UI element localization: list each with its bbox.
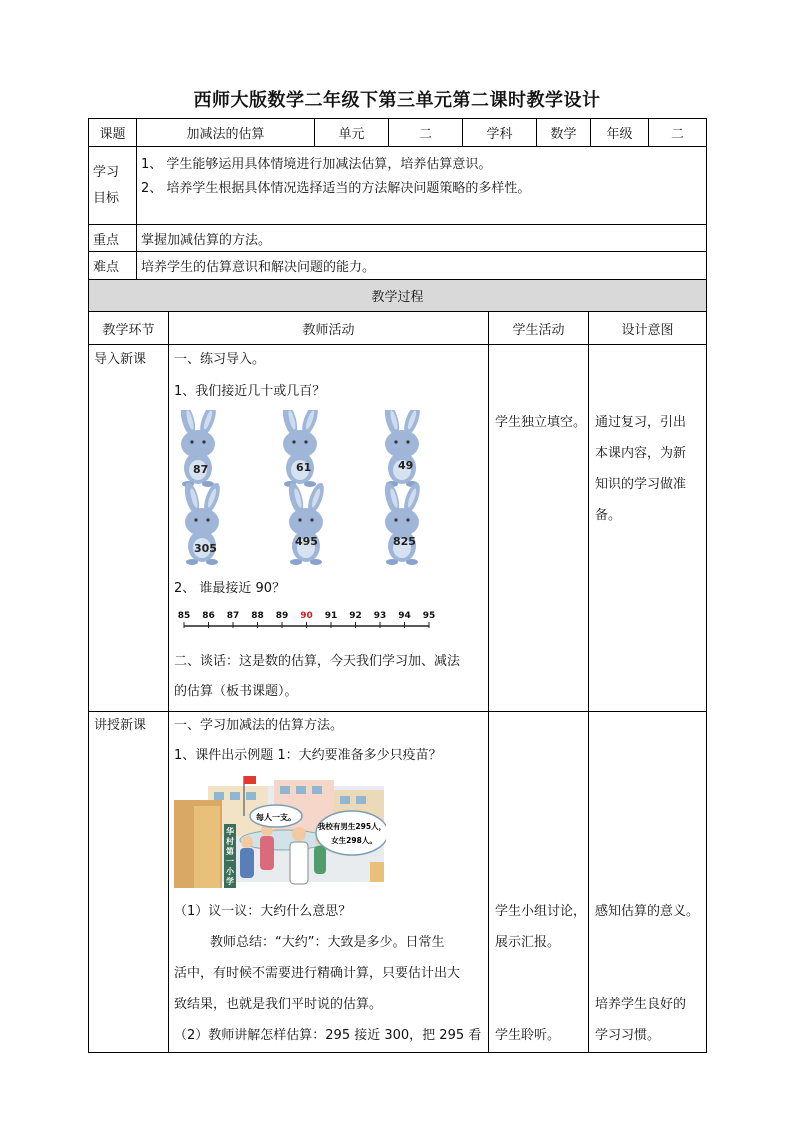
speech-bubble-1 xyxy=(250,805,302,827)
section2-intent: 培养学生良好的 xyxy=(595,997,687,1012)
lesson-value: 加减法的估算 xyxy=(137,119,315,147)
talk-line: 二、谈话：这是数的估算，今天我们学习加、减法 xyxy=(174,654,461,669)
bunny-495 xyxy=(286,481,327,565)
section2-student: 展示汇报。 xyxy=(495,935,561,950)
bunny-grid xyxy=(170,410,470,570)
number-line-label: 86 xyxy=(202,611,215,621)
bunny-label: 61 xyxy=(296,461,312,474)
goals-content xyxy=(137,147,707,225)
summary-line: 活中，有时候不需要进行精确计算，只要估计出大 xyxy=(174,966,461,981)
subject-label: 学科 xyxy=(463,119,537,147)
goal-item: 2、 培养学生根据具体情况选择适当的方法解决问题策略的多样性。 xyxy=(141,181,531,196)
section1-intent: 知识的学习做准 xyxy=(595,477,687,492)
section1-student-cell xyxy=(489,345,589,712)
number-line-label: 85 xyxy=(177,611,191,621)
bunny-label: 495 xyxy=(295,535,318,548)
number-line-label: 87 xyxy=(226,611,240,621)
sign-char: 一 xyxy=(226,857,234,866)
number-line-label: 89 xyxy=(275,611,289,621)
bunny-label: 87 xyxy=(193,463,209,476)
sign-char: 学 xyxy=(226,877,234,886)
number-line xyxy=(172,606,442,636)
grade-label: 年级 xyxy=(591,119,649,147)
unit-value: 二 xyxy=(389,119,463,147)
page-title: 西师大版数学二年级下第三单元第二课时教学设计 xyxy=(193,90,601,111)
number-line-label: 94 xyxy=(398,611,411,621)
sign-char: 村 xyxy=(226,837,234,846)
key-point-label: 重点 xyxy=(89,225,137,252)
section1-line: 一、练习导入。 xyxy=(174,352,266,367)
key-point-value: 掌握加减估算的方法。 xyxy=(137,225,707,252)
section2-intent: 感知估算的意义。 xyxy=(595,904,700,919)
school-sign xyxy=(224,824,236,888)
column-header: 学生活动 xyxy=(489,312,589,345)
bunny-label: 825 xyxy=(393,535,416,548)
section1-stage-cell xyxy=(89,345,169,712)
section1-intent: 本课内容，为新 xyxy=(595,446,687,461)
bubble-text: 我校有男生295人， xyxy=(317,822,386,831)
bunny-49 xyxy=(382,410,423,487)
section2-stage-cell xyxy=(89,712,169,1053)
discuss-line: （1）议一议：大约什么意思？ xyxy=(174,904,352,919)
bunny-825 xyxy=(382,481,423,565)
column-header: 教学环节 xyxy=(89,312,169,345)
summary-line: 教师总结：“大约”：大致是多少。日常生 xyxy=(210,935,445,950)
sign-char: 华 xyxy=(226,827,234,836)
bunny-label: 49 xyxy=(398,459,414,472)
grade-value: 二 xyxy=(649,119,707,147)
info-table xyxy=(88,118,707,280)
goal-item: 1、 学生能够运用具体情境进行加减法估算，培养估算意识。 xyxy=(141,157,492,172)
bubble-text: 女生298人。 xyxy=(331,836,377,845)
speech-bubble-2 xyxy=(316,811,386,855)
section2-student: 学生小组讨论， xyxy=(495,904,587,919)
section2-stage: 讲授新课 xyxy=(94,718,147,733)
section1-stage: 导入新课 xyxy=(94,352,147,367)
section1-intent: 备。 xyxy=(595,508,622,523)
section1-line: 1、我们接近几十或几百？ xyxy=(174,384,326,399)
sign-char: 第 xyxy=(226,847,234,856)
number-line-label: 90 xyxy=(300,611,313,621)
number-line-label: 88 xyxy=(251,611,264,621)
summary-line: 致结果，也就是我们平时说的估算。 xyxy=(174,997,383,1012)
question-2: 2、 谁最接近 90？ xyxy=(174,581,286,596)
section2-line: 1、课件出示例题 1：大约要准备多少只疫苗？ xyxy=(174,748,442,763)
lesson-label: 课题 xyxy=(89,119,137,147)
difficulty-label: 难点 xyxy=(89,252,137,280)
section2-student: 学生聆听。 xyxy=(495,1028,561,1043)
talk-line: 的估算（板书课题）。 xyxy=(174,684,298,699)
bunny-61 xyxy=(280,410,321,487)
number-line-label: 92 xyxy=(349,611,362,621)
section1-student: 学生独立填空。 xyxy=(495,415,587,430)
section2-student-cell xyxy=(489,712,589,1053)
section2-line: 一、学习加减法的估算方法。 xyxy=(174,718,344,733)
sign-char: 小 xyxy=(226,867,234,876)
column-header: 教师活动 xyxy=(169,312,489,345)
unit-label: 单元 xyxy=(315,119,389,147)
explain-line: （2）教师讲解怎样估算：295 接近 300，把 295 看 xyxy=(174,1028,482,1043)
column-header: 设计意图 xyxy=(589,312,707,345)
bunny-label: 305 xyxy=(194,542,217,555)
section2-intent: 学习习惯。 xyxy=(595,1028,661,1043)
number-line-label: 91 xyxy=(324,611,338,621)
section1-intent: 通过复习，引出 xyxy=(595,415,687,430)
process-header: 教学过程 xyxy=(89,280,707,312)
number-line-label: 95 xyxy=(422,611,436,621)
difficulty-value: 培养学生的估算意识和解决问题的能力。 xyxy=(137,252,707,280)
bubble-text: 每人一支。 xyxy=(256,813,296,822)
number-line-label: 93 xyxy=(373,611,387,621)
goals-label: 学习 目标 xyxy=(89,147,137,225)
subject-value: 数学 xyxy=(537,119,591,147)
school-scene-illustration xyxy=(174,776,386,888)
